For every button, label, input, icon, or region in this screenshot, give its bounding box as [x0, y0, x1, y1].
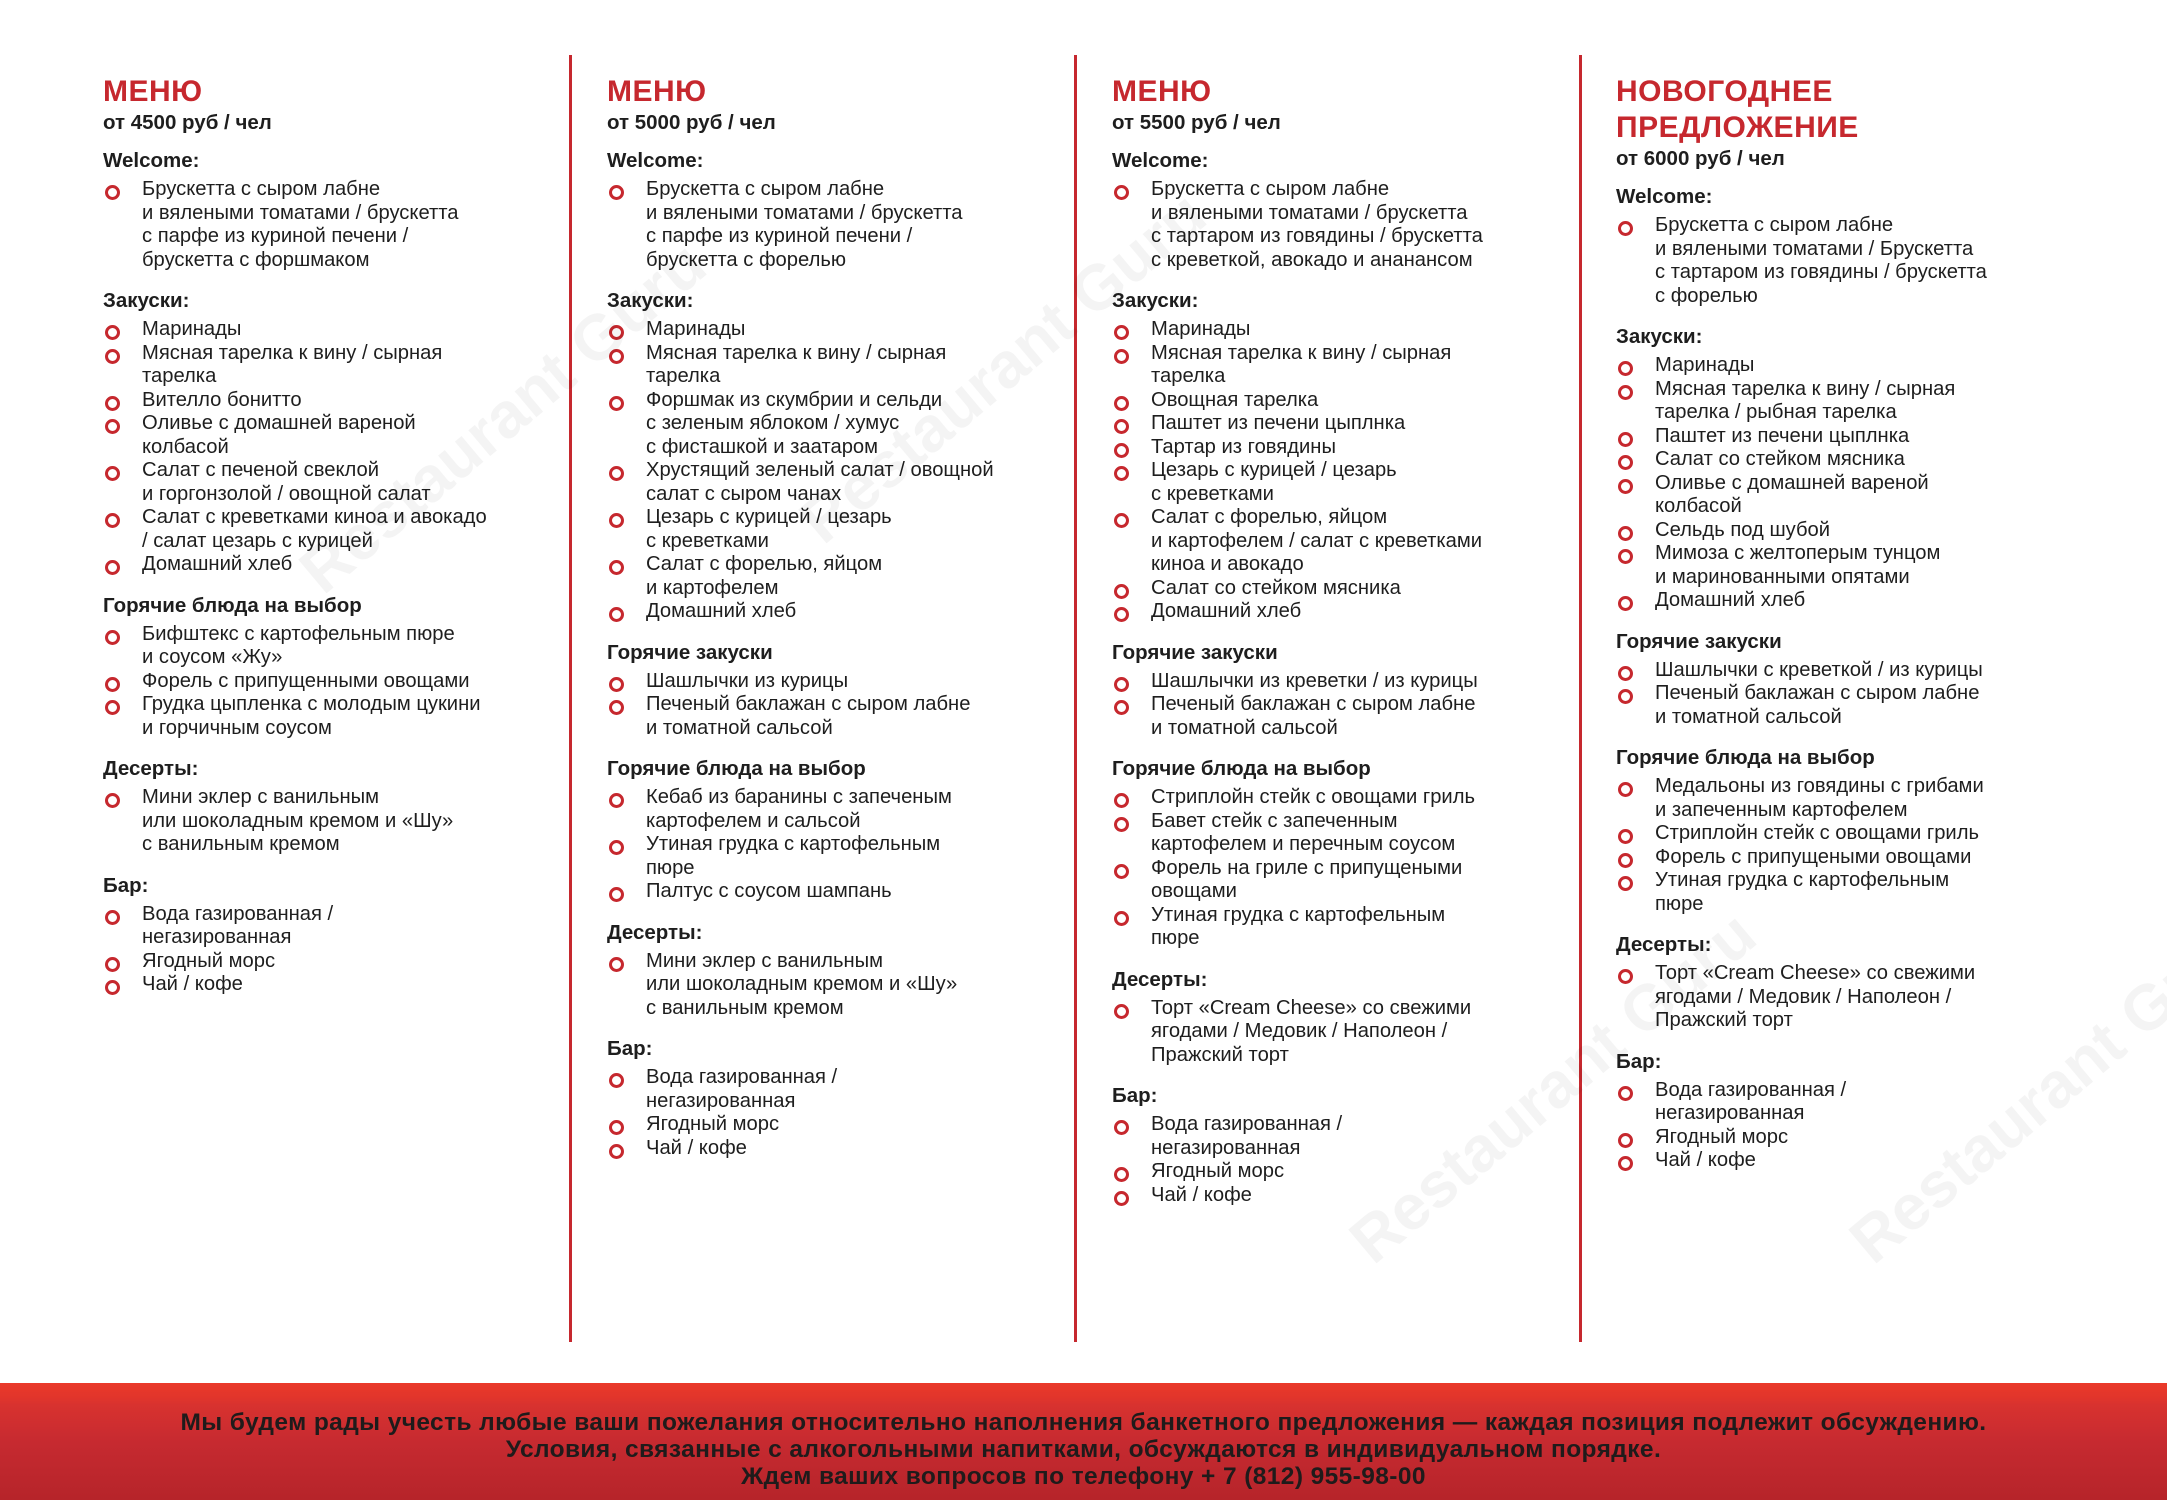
- section-title: Горячие закуски: [607, 640, 773, 664]
- menu-title: МЕНЮ: [607, 75, 707, 108]
- dish-list: [607, 670, 1077, 741]
- ring-bullet-icon: [105, 793, 120, 808]
- dish-name: Мясная тарелка к вину / сырная тарелка: [646, 341, 947, 387]
- dish-item: [1616, 1079, 2086, 1126]
- dish-item: [1616, 378, 2086, 425]
- dish-list: [1112, 1113, 1582, 1207]
- ring-bullet-icon: [105, 513, 120, 528]
- dish-item: [103, 342, 573, 389]
- ring-bullet-icon: [1114, 793, 1129, 808]
- dish-name: Торт «Cream Cheese» со свежими ягодами / Медовик / Наполеон / Пражский торт: [1151, 996, 1472, 1066]
- dish-name: Домашний хлеб: [1655, 589, 1806, 611]
- ring-bullet-icon: [1114, 584, 1129, 599]
- ring-bullet-icon: [1618, 876, 1633, 891]
- dish-name: Маринады: [1151, 318, 1251, 340]
- dish-item: [607, 553, 1077, 600]
- dish-name: Вителло бонитто: [142, 388, 302, 411]
- menu-column-4: [1616, 74, 2086, 1189]
- dish-item: [1112, 1113, 1582, 1160]
- dish-name: Салат с печеной свеклой и горгонзолой / овощной салат: [142, 459, 431, 505]
- menu-section: [1112, 288, 1582, 624]
- footer-banner: [0, 1383, 2167, 1500]
- dish-item: [103, 412, 573, 459]
- ring-bullet-icon: [1114, 443, 1129, 458]
- ring-bullet-icon: [1114, 1191, 1129, 1206]
- ring-bullet-icon: [1618, 479, 1633, 494]
- ring-bullet-icon: [609, 1120, 624, 1135]
- dish-name: Брускетта с сыром лабне и вялеными томатами / брускетта с тартаром из говядины / брускетта с креветкой, авокадо и ананансом: [1151, 178, 1483, 271]
- dish-name: Маринады: [1655, 354, 1755, 376]
- menu-price: от 5000 руб / чел: [607, 111, 776, 134]
- section-title: Десерты:: [1616, 933, 1712, 956]
- dish-name: Тартар из говядины: [1151, 435, 1336, 458]
- dish-item: [1112, 693, 1582, 740]
- dish-item: [1616, 542, 2086, 589]
- dish-name: Паштет из печени цыплнка: [1151, 412, 1406, 434]
- dish-list: [1112, 670, 1582, 741]
- menu-section: [607, 920, 1077, 1021]
- ring-bullet-icon: [105, 630, 120, 645]
- ring-bullet-icon: [1618, 1086, 1633, 1101]
- dish-item: [1112, 786, 1582, 810]
- section-title: Welcome:: [103, 149, 200, 172]
- dish-name: Утиная грудка с картофельным пюре: [1655, 869, 1950, 915]
- dish-item: [103, 950, 573, 974]
- dish-item: [1616, 425, 2086, 449]
- dish-name: Ягодный морс: [646, 1113, 780, 1135]
- dish-item: [607, 459, 1077, 506]
- footer-line-3: Ждем ваших вопросов по телефону + 7 (812) 955-98-00: [741, 1463, 1426, 1490]
- dish-item: [103, 670, 573, 694]
- dish-list: [607, 1066, 1077, 1160]
- ring-bullet-icon: [1618, 361, 1633, 376]
- dish-name: Вода газированная / негазированная: [646, 1066, 838, 1112]
- dish-name: Утиная грудка с картофельным пюре: [646, 833, 941, 879]
- ring-bullet-icon: [105, 185, 120, 200]
- dish-item: [1616, 682, 2086, 729]
- ring-bullet-icon: [1618, 689, 1633, 704]
- dish-item: [1112, 506, 1582, 577]
- section-title: Горячие блюда на выбор: [607, 757, 866, 780]
- dish-item: [1112, 997, 1582, 1068]
- dish-name: Торт «Cream Cheese» со свежими ягодами / Медовик / Наполеон / Пражский торт: [1655, 962, 1976, 1031]
- dish-name: Вода газированная / негазированная: [1655, 1078, 1847, 1124]
- ring-bullet-icon: [1618, 1133, 1633, 1148]
- dish-list: [607, 786, 1077, 904]
- dish-item: [1112, 178, 1582, 272]
- dish-item: [1112, 318, 1582, 342]
- menu-section: [1616, 324, 2086, 613]
- ring-bullet-icon: [1114, 1120, 1129, 1135]
- dish-name: Домашний хлеб: [646, 600, 797, 622]
- ring-bullet-icon: [105, 419, 120, 434]
- dish-item: [103, 178, 573, 272]
- ring-bullet-icon: [105, 466, 120, 481]
- dish-item: [607, 950, 1077, 1021]
- dish-item: [1112, 1184, 1582, 1208]
- menu-price: от 5500 руб / чел: [1112, 111, 1281, 134]
- dish-item: [1112, 857, 1582, 904]
- dish-item: [607, 693, 1077, 740]
- dish-item: [607, 880, 1077, 904]
- dish-name: Вода газированная / негазированная: [1151, 1113, 1343, 1159]
- ring-bullet-icon: [1618, 385, 1633, 400]
- section-title: Горячие блюда на выбор: [103, 593, 362, 617]
- dish-item: [1616, 869, 2086, 916]
- dish-name: Утиная грудка с картофельным пюре: [1151, 903, 1446, 949]
- ring-bullet-icon: [1114, 607, 1129, 622]
- dish-list: [103, 318, 573, 577]
- dish-item: [1616, 519, 2086, 543]
- dish-list: [1616, 1079, 2086, 1173]
- ring-bullet-icon: [105, 560, 120, 575]
- dish-name: Мясная тарелка к вину / сырная тарелка / рыбная тарелка: [1655, 377, 1956, 423]
- dish-item: [607, 670, 1077, 694]
- dish-name: Шашлычки из курицы: [646, 669, 849, 692]
- ring-bullet-icon: [1618, 969, 1633, 984]
- menu-section: [103, 288, 573, 577]
- menu-section: [1616, 1049, 2086, 1173]
- menu-column-1: [103, 74, 573, 1013]
- ring-bullet-icon: [609, 1144, 624, 1159]
- section-title: Закуски:: [1616, 325, 1703, 348]
- dish-item: [607, 318, 1077, 342]
- menu-section: [1112, 640, 1582, 741]
- ring-bullet-icon: [609, 349, 624, 364]
- dish-list: [607, 318, 1077, 624]
- dish-item: [1616, 659, 2086, 683]
- ring-bullet-icon: [609, 185, 624, 200]
- dish-item: [1616, 962, 2086, 1033]
- menu-section: [103, 148, 573, 272]
- ring-bullet-icon: [1114, 349, 1129, 364]
- section-title: Десерты:: [1112, 967, 1208, 991]
- ring-bullet-icon: [609, 887, 624, 902]
- dish-list: [103, 903, 573, 997]
- menu-section: [1616, 184, 2086, 308]
- ring-bullet-icon: [1114, 466, 1129, 481]
- menu-section: [607, 288, 1077, 624]
- ring-bullet-icon: [609, 677, 624, 692]
- section-title: Горячие блюда на выбор: [1112, 757, 1371, 780]
- ring-bullet-icon: [105, 980, 120, 995]
- dish-list: [103, 623, 573, 741]
- ring-bullet-icon: [105, 677, 120, 692]
- ring-bullet-icon: [1114, 911, 1129, 926]
- ring-bullet-icon: [609, 957, 624, 972]
- dish-name: Шашлычки из креветки / из курицы: [1151, 669, 1478, 692]
- dish-list: [1616, 214, 2086, 308]
- dish-list: [1616, 659, 2086, 730]
- ring-bullet-icon: [1114, 817, 1129, 832]
- dish-item: [103, 506, 573, 553]
- menu-section: [103, 873, 573, 997]
- ring-bullet-icon: [609, 793, 624, 808]
- dish-name: Сельдь под шубой: [1655, 518, 1831, 541]
- dish-name: Бифштекс с картофельным пюре и соусом «Жу»: [142, 622, 455, 668]
- dish-item: [1112, 670, 1582, 694]
- dish-name: Вода газированная / негазированная: [142, 902, 334, 948]
- dish-list: [1112, 997, 1582, 1068]
- dish-item: [103, 693, 573, 740]
- section-title: Закуски:: [1112, 289, 1199, 312]
- ring-bullet-icon: [1114, 513, 1129, 528]
- dish-name: Печеный баклажан с сыром лабне и томатной сальсой: [1151, 693, 1476, 739]
- menu-title: НОВОГОДНЕЕ ПРЕДЛОЖЕНИЕ: [1616, 75, 1859, 144]
- ring-bullet-icon: [1618, 549, 1633, 564]
- menu-section: [1112, 756, 1582, 951]
- dish-name: Мини эклер с ванильным или шоколадным кремом и «Шу» с ванильным кремом: [646, 949, 958, 1019]
- ring-bullet-icon: [105, 700, 120, 715]
- dish-name: Оливье с домашней вареной колбасой: [142, 412, 416, 458]
- dish-name: Грудка цыпленка с молодым цукини и горчичным соусом: [142, 693, 481, 739]
- dish-list: [1616, 962, 2086, 1033]
- menu-section: [1112, 967, 1582, 1068]
- dish-name: Цезарь с курицей / цезарь с креветками: [646, 506, 892, 552]
- dish-item: [1616, 589, 2086, 613]
- section-title: Бар:: [607, 1037, 653, 1060]
- dish-list: [1616, 354, 2086, 613]
- dish-item: [607, 600, 1077, 624]
- dish-name: Стриплойн стейк с овощами гриль: [1151, 786, 1476, 808]
- dish-list: [607, 178, 1077, 272]
- dish-item: [607, 1137, 1077, 1161]
- menu-title: МЕНЮ: [1112, 75, 1212, 108]
- dish-item: [103, 318, 573, 342]
- dish-list: [103, 786, 573, 857]
- ring-bullet-icon: [1114, 864, 1129, 879]
- section-title: Закуски:: [103, 289, 190, 312]
- ring-bullet-icon: [1618, 526, 1633, 541]
- dish-item: [607, 389, 1077, 460]
- menu-price: от 4500 руб / чел: [103, 111, 272, 134]
- dish-list: [1112, 318, 1582, 624]
- dish-name: Форель на гриле с припущеными овощами: [1151, 856, 1463, 902]
- dish-list: [607, 950, 1077, 1021]
- ring-bullet-icon: [609, 560, 624, 575]
- dish-item: [1112, 342, 1582, 389]
- dish-name: Салат со стейком мясника: [1151, 576, 1401, 599]
- dish-name: Форель с припущеными овощами: [1655, 845, 1972, 868]
- dish-list: [1112, 178, 1582, 272]
- menu-section: [1616, 629, 2086, 730]
- section-title: Горячие закуски: [1616, 629, 1782, 653]
- dish-item: [1112, 600, 1582, 624]
- dish-name: Ягодный морс: [1151, 1160, 1285, 1182]
- footer-line-2: Условия, связанные с алкогольными напитками, обсуждаются в индивидуальном порядке.: [505, 1436, 1662, 1463]
- dish-name: Домашний хлеб: [1151, 600, 1302, 622]
- dish-item: [1616, 1149, 2086, 1173]
- ring-bullet-icon: [1114, 325, 1129, 340]
- section-title: Бар:: [103, 873, 149, 897]
- dish-item: [1616, 354, 2086, 378]
- dish-item: [103, 459, 573, 506]
- dish-name: Шашлычки с креветкой / из курицы: [1655, 658, 1983, 681]
- dish-name: Медальоны из говядины с грибами и запеченным картофелем: [1655, 775, 1984, 821]
- dish-name: Брускетта с сыром лабне и вялеными томатами / брускетта с парфе из куриной печени / брускетта с форелью: [646, 178, 963, 271]
- menu-column-2: [607, 74, 1077, 1176]
- dish-name: Брускетта с сыром лабне и вялеными томатами / Брускетта с тартаром из говядины / брускетта с форелью: [1655, 214, 1987, 307]
- dish-item: [103, 623, 573, 670]
- dish-name: Салат с форелью, яйцом и картофелем / салат с креветками киноа и авокадо: [1151, 506, 1482, 575]
- dish-name: Овощная тарелка: [1151, 388, 1319, 411]
- ring-bullet-icon: [1618, 596, 1633, 611]
- dish-item: [1112, 577, 1582, 601]
- dish-name: Бавет стейк с запеченным картофелем и перечным соусом: [1151, 809, 1456, 855]
- dish-item: [1112, 1160, 1582, 1184]
- dish-name: Печеный баклажан с сыром лабне и томатной сальсой: [646, 693, 971, 739]
- section-title: Бар:: [1616, 1049, 1662, 1073]
- ring-bullet-icon: [1618, 829, 1633, 844]
- menu-title: МЕНЮ: [103, 75, 203, 108]
- section-title: Закуски:: [607, 289, 694, 312]
- menu-section: [607, 1036, 1077, 1160]
- dish-item: [607, 506, 1077, 553]
- section-title: Welcome:: [607, 149, 704, 172]
- footer-text: [0, 1409, 2167, 1490]
- dish-item: [1112, 904, 1582, 951]
- dish-name: Цезарь с курицей / цезарь с креветками: [1151, 459, 1397, 505]
- dish-item: [607, 786, 1077, 833]
- dish-name: Ягодный морс: [1655, 1125, 1789, 1148]
- section-title: Десерты:: [103, 757, 199, 780]
- ring-bullet-icon: [1618, 221, 1633, 236]
- dish-name: Мясная тарелка к вину / сырная тарелка: [1151, 341, 1452, 387]
- dish-name: Хрустящий зеленый салат / овощной салат с сыром чанах: [646, 459, 994, 505]
- section-title: Бар:: [1112, 1084, 1158, 1107]
- dish-name: Салат с креветками киноа и авокадо / салат цезарь с курицей: [142, 506, 487, 552]
- dish-item: [1112, 459, 1582, 506]
- menu-section: [607, 148, 1077, 272]
- dish-name: Маринады: [142, 318, 242, 340]
- menu-section: [607, 640, 1077, 741]
- ring-bullet-icon: [609, 840, 624, 855]
- menu-section: [1112, 148, 1582, 272]
- dish-item: [607, 1066, 1077, 1113]
- ring-bullet-icon: [1618, 853, 1633, 868]
- dish-item: [103, 973, 573, 997]
- dish-name: Мини эклер с ванильным или шоколадным кремом и «Шу» с ванильным кремом: [142, 786, 454, 855]
- ring-bullet-icon: [609, 607, 624, 622]
- section-title: Горячие закуски: [1112, 640, 1278, 664]
- dish-name: Стриплойн стейк с овощами гриль: [1655, 822, 1980, 844]
- dish-item: [1616, 214, 2086, 308]
- ring-bullet-icon: [1114, 677, 1129, 692]
- dish-item: [1616, 775, 2086, 822]
- dish-item: [607, 1113, 1077, 1137]
- menu-section: [103, 593, 573, 741]
- dish-item: [1616, 472, 2086, 519]
- dish-item: [1616, 846, 2086, 870]
- ring-bullet-icon: [105, 957, 120, 972]
- section-title: Welcome:: [1616, 185, 1713, 208]
- dish-list: [1616, 775, 2086, 916]
- ring-bullet-icon: [105, 910, 120, 925]
- dish-item: [1112, 412, 1582, 436]
- ring-bullet-icon: [105, 325, 120, 340]
- dish-name: Маринады: [646, 318, 746, 340]
- dish-name: Паштет из печени цыплнка: [1655, 424, 1910, 447]
- ring-bullet-icon: [1114, 700, 1129, 715]
- ring-bullet-icon: [609, 700, 624, 715]
- dish-item: [607, 178, 1077, 272]
- dish-item: [1616, 448, 2086, 472]
- menu-price: от 6000 руб / чел: [1616, 147, 1785, 170]
- ring-bullet-icon: [1618, 455, 1633, 470]
- ring-bullet-icon: [609, 1073, 624, 1088]
- menu-section: [1616, 745, 2086, 916]
- dish-name: Оливье с домашней вареной колбасой: [1655, 471, 1929, 517]
- section-title: Десерты:: [607, 920, 703, 944]
- dish-name: Домашний хлеб: [142, 553, 293, 575]
- menu-section: [1616, 932, 2086, 1033]
- ring-bullet-icon: [105, 349, 120, 364]
- ring-bullet-icon: [609, 466, 624, 481]
- dish-name: Мимоза с желтоперым тунцом и маринованными опятами: [1655, 542, 1941, 588]
- dish-name: Брускетта с сыром лабне и вялеными томатами / брускетта с парфе из куриной печени / брускетта с форшмаком: [142, 178, 459, 271]
- dish-item: [103, 389, 573, 413]
- ring-bullet-icon: [1114, 1167, 1129, 1182]
- dish-item: [1112, 389, 1582, 413]
- dish-item: [1112, 810, 1582, 857]
- menu-section: [607, 756, 1077, 904]
- section-title: Горячие блюда на выбор: [1616, 746, 1875, 769]
- ring-bullet-icon: [609, 325, 624, 340]
- dish-list: [1112, 786, 1582, 951]
- dish-name: Ягодный морс: [142, 949, 276, 972]
- dish-name: Форель с припущенными овощами: [142, 669, 470, 692]
- menu-section: [1112, 1083, 1582, 1207]
- dish-name: Чай / кофе: [1151, 1183, 1252, 1206]
- dish-name: Чай / кофе: [646, 1136, 747, 1159]
- ring-bullet-icon: [609, 396, 624, 411]
- dish-name: Палтус с соусом шампань: [646, 880, 892, 902]
- ring-bullet-icon: [609, 513, 624, 528]
- ring-bullet-icon: [1114, 419, 1129, 434]
- dish-name: Кебаб из баранины с запеченым картофелем и сальсой: [646, 786, 952, 832]
- dish-item: [103, 903, 573, 950]
- ring-bullet-icon: [1114, 396, 1129, 411]
- dish-item: [103, 786, 573, 857]
- dish-list: [103, 178, 573, 272]
- dish-item: [607, 833, 1077, 880]
- dish-item: [1616, 1126, 2086, 1150]
- dish-item: [607, 342, 1077, 389]
- section-title: Welcome:: [1112, 149, 1209, 172]
- dish-name: Салат со стейком мясника: [1655, 448, 1905, 470]
- ring-bullet-icon: [1618, 782, 1633, 797]
- footer-line-1: Мы будем рады учесть любые ваши пожелания относительно наполнения банкетного предложения — каждая позиция подлежит обсуждению.: [180, 1409, 1987, 1436]
- dish-name: Чай / кофе: [1655, 1149, 1756, 1171]
- ring-bullet-icon: [1618, 666, 1633, 681]
- ring-bullet-icon: [105, 396, 120, 411]
- ring-bullet-icon: [1114, 1004, 1129, 1019]
- dish-item: [1112, 436, 1582, 460]
- ring-bullet-icon: [1618, 432, 1633, 447]
- dish-item: [1616, 822, 2086, 846]
- menu-column-3: [1112, 74, 1582, 1223]
- dish-name: Чай / кофе: [142, 973, 243, 995]
- dish-name: Салат с форелью, яйцом и картофелем: [646, 553, 883, 599]
- dish-item: [103, 553, 573, 577]
- ring-bullet-icon: [1114, 185, 1129, 200]
- dish-name: Форшмак из скумбрии и сельди с зеленым яблоком / хумус с фисташкой и заатаром: [646, 388, 943, 458]
- dish-name: Печеный баклажан с сыром лабне и томатной сальсой: [1655, 682, 1980, 728]
- ring-bullet-icon: [1618, 1156, 1633, 1171]
- dish-name: Мясная тарелка к вину / сырная тарелка: [142, 341, 443, 387]
- menu-section: [103, 756, 573, 857]
